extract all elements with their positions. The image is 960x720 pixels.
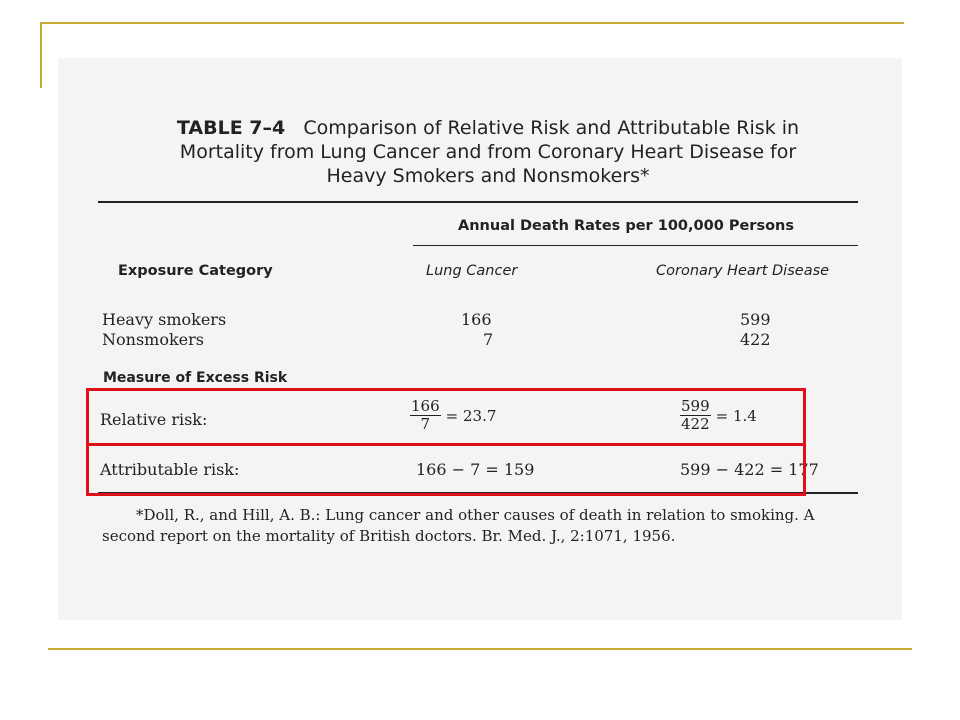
top-rule (98, 201, 858, 203)
footnote (102, 505, 864, 547)
rr-chd-result: = 1.4 (715, 406, 757, 425)
column-header-exposure: Exposure Category (118, 263, 273, 279)
column-header-chd: Coronary Heart Disease (656, 263, 830, 279)
rr-chd-numerator: 599 (681, 397, 710, 415)
highlight-box-relative-risk (86, 388, 806, 446)
row-label-heavy-smokers: Heavy smokers (102, 310, 227, 329)
slide-bottom-line (48, 648, 912, 650)
highlight-box-attributable-risk (86, 443, 806, 496)
slide-left-accent-line (40, 22, 42, 88)
attributable-risk-chd: 599 − 422 = 177 (680, 460, 819, 479)
value-heavy-chd: 599 (740, 310, 771, 329)
table-title (148, 116, 828, 188)
value-non-chd: 422 (740, 330, 771, 349)
rr-chd-denominator: 422 (681, 415, 710, 433)
table-scan-image (58, 58, 902, 620)
row-label-attributable-risk: Attributable risk: (100, 460, 240, 479)
column-header-lung-cancer: Lung Cancer (426, 263, 518, 279)
table-caption: Comparison of Relative Risk and Attributable Risk in Mortality from Lung Cancer and from Coronary Heart Disease for Heavy Smokers and Nonsmokers* (179, 117, 800, 187)
spanning-header-rule (413, 245, 858, 246)
table-label: TABLE 7–4 (176, 117, 286, 139)
row-label-relative-risk: Relative risk: (100, 410, 208, 429)
measure-heading: Measure of Excess Risk (103, 370, 288, 386)
slide-top-line (40, 22, 904, 24)
row-label-nonsmokers: Nonsmokers (102, 330, 204, 349)
rr-lung-numerator: 166 (411, 397, 440, 415)
footnote-text: *Doll, R., and Hill, A. B.: Lung cancer and other causes of death in relation to smoking. A second report on the mortality of British doctors. Br. Med. J., 2:1071, 1956. (102, 506, 815, 545)
attributable-risk-lung: 166 − 7 = 159 (416, 460, 535, 479)
value-non-lung: 7 (483, 330, 494, 349)
rr-lung-result: = 23.7 (445, 406, 497, 425)
value-heavy-lung: 166 (461, 310, 492, 329)
spanning-header: Annual Death Rates per 100,000 Persons (458, 218, 795, 234)
rr-lung-denominator: 7 (420, 415, 431, 433)
